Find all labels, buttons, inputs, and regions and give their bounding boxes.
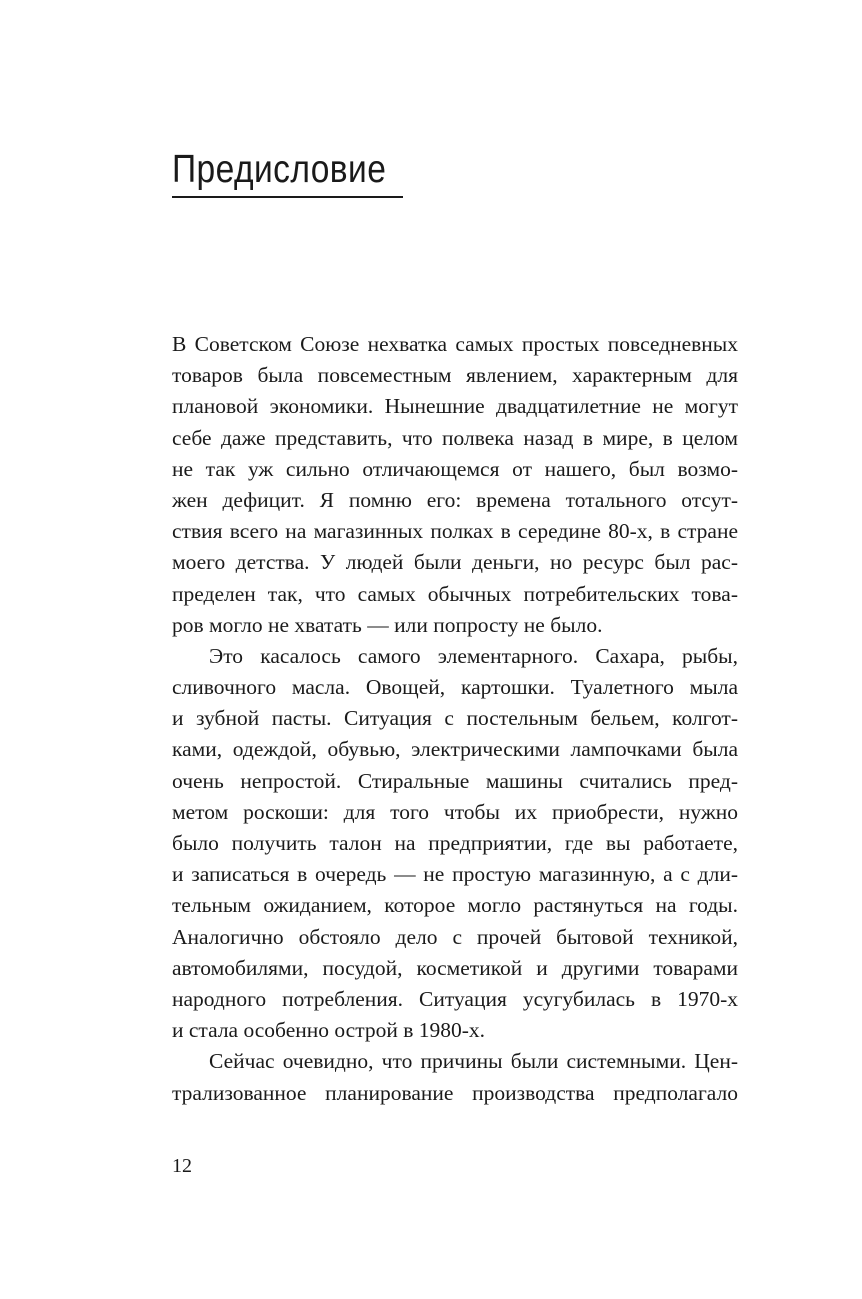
paragraph-1-line-1: В Советском Союзе нехватка самых простых повседневных bbox=[172, 332, 738, 356]
paragraph-1-line-3: плановой экономики. Нынешние двадцатилетние не могут bbox=[172, 394, 738, 419]
paragraph-1-line-6: жен дефицит. Я помню его: времена тотального отсут- bbox=[172, 487, 738, 512]
paragraph-1-line-7: ствия всего на магазинных полках в середине 80-х, в стране bbox=[172, 519, 738, 544]
paragraph-2-line-13: и стала особенно острой в 1980-х. bbox=[172, 1018, 486, 1043]
paragraph-2-line-11: автомобилями, посудой, косметикой и другими товарами bbox=[172, 955, 738, 980]
paragraph-1-line-5: не так уж сильно отличающемся от нашего, был возмо- bbox=[172, 456, 738, 481]
paragraph-2-line-12: народного потребления. Ситуация усугубилась в 1970-х bbox=[172, 986, 738, 1011]
paragraph-2-line-9: тельным ожиданием, которое могло растянуться на годы. bbox=[172, 893, 738, 918]
body-text bbox=[172, 329, 738, 1109]
paragraph-1-line-2: товаров была повсеместным явлением, характерным для bbox=[172, 363, 738, 388]
paragraph-2-line-8: и записаться в очередь — не простую магазинную, а с дли- bbox=[172, 862, 738, 887]
paragraph-1-line-8: моего детства. У людей были деньги, но ресурс был рас- bbox=[172, 550, 738, 575]
paragraph-3-line-2: трализованное планирование производства предполагало bbox=[172, 1080, 738, 1105]
page-number: 12 bbox=[172, 1155, 192, 1177]
paragraph-2-line-4: ками, одеждой, обувью, электрическими лампочками была bbox=[172, 737, 738, 762]
paragraph-2-line-5: очень непростой. Стиральные машины считались пред- bbox=[172, 768, 738, 793]
paragraph-2-line-3: и зубной пасты. Ситуация с постельным бельем, колгот- bbox=[172, 706, 738, 731]
paragraph-2-line-6: метом роскоши: для того чтобы их приобрести, нужно bbox=[172, 799, 738, 824]
paragraph-2-line-7: было получить талон на предприятии, где вы работаете, bbox=[172, 831, 738, 855]
paragraph-2-line-2: сливочного масла. Овощей, картошки. Туалетного мыла bbox=[172, 675, 738, 700]
paragraph-2-line-10: Аналогично обстояло дело с прочей бытовой техникой, bbox=[172, 924, 738, 949]
chapter-title: Предисловие bbox=[172, 148, 387, 191]
paragraph-1-line-9: пределен так, что самых обычных потребительских това- bbox=[172, 581, 738, 606]
paragraph-1-line-4: себе даже представить, что полвека назад в мире, в целом bbox=[172, 425, 738, 450]
paragraph-2-line-1: Это касалось самого элементарного. Сахара, рыбы, bbox=[209, 643, 738, 668]
paragraph-3-line-1: Сейчас очевидно, что причины были системными. Цен- bbox=[209, 1049, 738, 1074]
paragraph-1-line-10: ров могло не хватать — или попросту не было. bbox=[172, 612, 603, 637]
title-underline bbox=[172, 196, 403, 198]
